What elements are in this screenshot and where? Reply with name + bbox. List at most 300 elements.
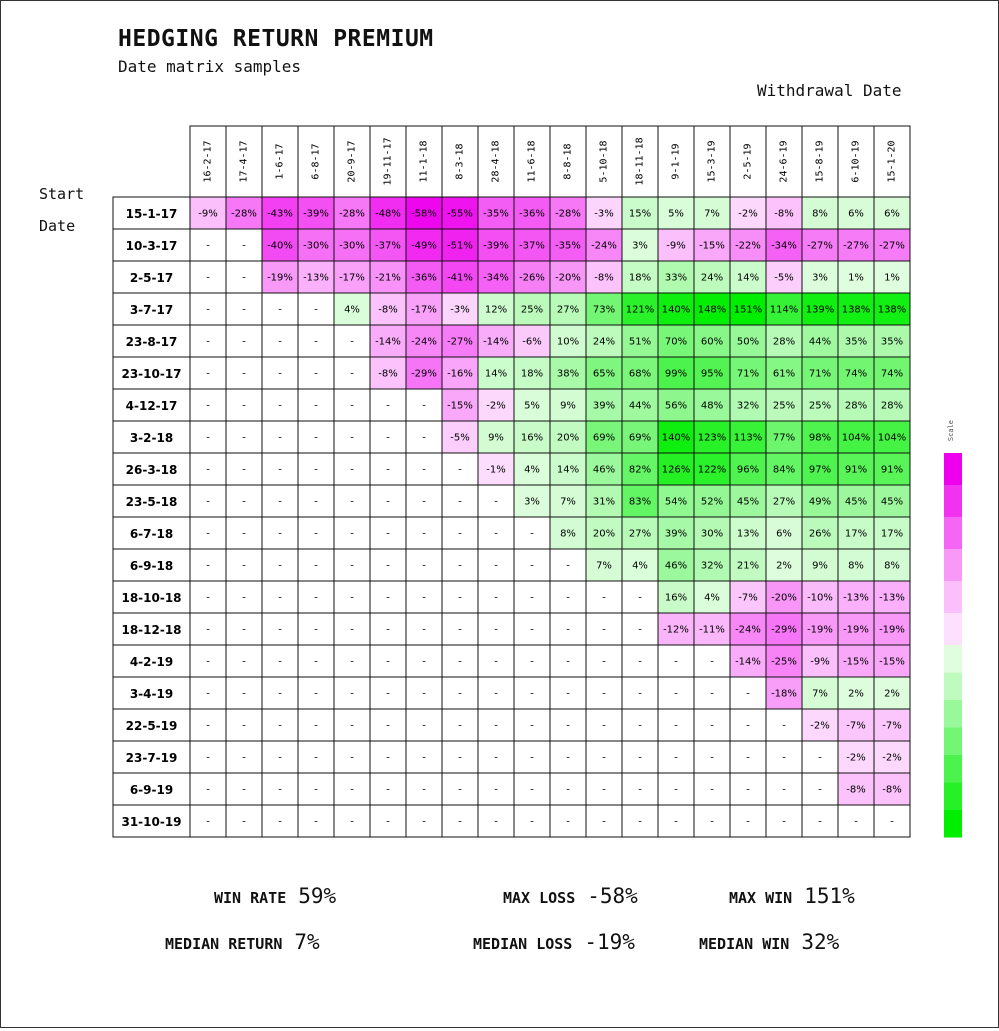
- cell-value: 5%: [668, 208, 684, 220]
- cell-value: -20%: [555, 272, 581, 284]
- cell-value: -: [602, 592, 606, 604]
- cell-value: -: [458, 560, 462, 572]
- row-label: 22-5-19: [125, 719, 178, 733]
- cell-value: -: [314, 688, 318, 700]
- cell-value: -14%: [375, 336, 401, 348]
- cell-value: -8%: [594, 272, 614, 284]
- cell-value: -: [206, 368, 210, 380]
- cell-value: 28%: [844, 400, 868, 412]
- cell-value: -: [602, 720, 606, 732]
- stat-max-loss-value: -58%: [587, 884, 638, 908]
- cell-value: -: [422, 720, 426, 732]
- cell-value: -: [206, 592, 210, 604]
- cell-value: -: [674, 720, 678, 732]
- cell-value: -2%: [882, 752, 902, 764]
- cell-value: -22%: [735, 240, 761, 252]
- row-label: 3-7-17: [129, 303, 174, 317]
- cell-value: 56%: [664, 400, 688, 412]
- cell-value: -: [422, 752, 426, 764]
- cell-value: -: [422, 688, 426, 700]
- cell-value: 113%: [733, 432, 763, 444]
- cell-value: -: [638, 784, 642, 796]
- cell-value: -: [566, 720, 570, 732]
- cell-value: 30%: [700, 528, 724, 540]
- cell-value: -: [530, 560, 534, 572]
- cell-value: -: [746, 816, 750, 828]
- cell-value: -: [314, 304, 318, 316]
- cell-value: -: [422, 624, 426, 636]
- cell-value: -: [422, 816, 426, 828]
- cell-value: -: [206, 784, 210, 796]
- cell-value: 44%: [628, 400, 652, 412]
- cell-value: -9%: [666, 240, 686, 252]
- stat-max-loss-label: MAX LOSS: [503, 889, 576, 907]
- cell-value: -: [278, 496, 282, 508]
- cell-value: -: [314, 368, 318, 380]
- cell-value: -: [350, 496, 354, 508]
- column-label: 6-10-19: [850, 140, 862, 183]
- cell-value: -: [314, 656, 318, 668]
- column-label: 1-6-17: [274, 143, 286, 180]
- cell-value: -: [242, 688, 246, 700]
- cell-value: -: [782, 752, 786, 764]
- cell-value: -24%: [735, 624, 761, 636]
- cell-value: -: [242, 464, 246, 476]
- cell-value: -: [458, 688, 462, 700]
- cell-value: 24%: [700, 272, 724, 284]
- cell-value: 8%: [884, 560, 900, 572]
- cell-value: -14%: [735, 656, 761, 668]
- cell-value: -: [350, 688, 354, 700]
- cell-value: -: [314, 560, 318, 572]
- cell-value: -: [458, 656, 462, 668]
- cell-value: -36%: [411, 272, 437, 284]
- cell-value: -: [674, 816, 678, 828]
- cell-value: -: [422, 784, 426, 796]
- scale-swatch-positive: [944, 673, 962, 701]
- scale-swatch-negative: [944, 549, 962, 581]
- row-label: 26-3-18: [125, 463, 178, 477]
- cell-value: -: [422, 656, 426, 668]
- stat-median-loss: [473, 930, 635, 954]
- column-label: 15-3-19: [706, 140, 718, 183]
- cell-value: 97%: [808, 464, 832, 476]
- cell-value: -15%: [447, 400, 473, 412]
- cell-value: -: [242, 752, 246, 764]
- cell-value: -: [350, 528, 354, 540]
- chart-title: HEDGING RETURN PREMIUM: [118, 26, 434, 52]
- stat-median-loss-value: -19%: [584, 930, 635, 954]
- cell-value: 12%: [484, 304, 508, 316]
- cell-value: -28%: [555, 208, 581, 220]
- cell-value: -15%: [843, 656, 869, 668]
- cell-value: 25%: [808, 400, 832, 412]
- cell-value: 138%: [877, 304, 907, 316]
- cell-value: 121%: [625, 304, 655, 316]
- cell-value: -: [530, 624, 534, 636]
- cell-value: -13%: [303, 272, 329, 284]
- cell-value: -58%: [411, 208, 437, 220]
- cell-value: 104%: [877, 432, 907, 444]
- cell-value: 91%: [880, 464, 904, 476]
- cell-value: -: [206, 432, 210, 444]
- cell-value: -: [314, 496, 318, 508]
- cell-value: 7%: [812, 688, 828, 700]
- cell-value: -: [206, 464, 210, 476]
- x-axis-title: Withdrawal Date: [757, 81, 902, 100]
- cell-value: -: [494, 784, 498, 796]
- cell-value: -: [206, 656, 210, 668]
- cell-value: -: [818, 752, 822, 764]
- cell-value: -: [278, 304, 282, 316]
- cell-value: -29%: [771, 624, 797, 636]
- cell-value: 7%: [596, 560, 612, 572]
- cell-value: -: [242, 240, 246, 252]
- cell-value: -: [710, 720, 714, 732]
- cell-value: 4%: [344, 304, 360, 316]
- cell-value: -: [494, 720, 498, 732]
- cell-value: -: [314, 464, 318, 476]
- column-label: 11-1-18: [418, 140, 430, 183]
- cell-value: -: [386, 720, 390, 732]
- cell-value: 48%: [700, 400, 724, 412]
- cell-value: -: [494, 688, 498, 700]
- cell-value: 84%: [772, 464, 796, 476]
- cell-value: -: [602, 624, 606, 636]
- cell-value: -: [458, 624, 462, 636]
- cell-value: -24%: [411, 336, 437, 348]
- cell-value: -: [566, 624, 570, 636]
- cell-value: 21%: [736, 560, 760, 572]
- cell-value: 122%: [697, 464, 727, 476]
- scale-swatch-negative: [944, 613, 962, 645]
- cell-value: -: [638, 752, 642, 764]
- cell-value: -: [710, 784, 714, 796]
- cell-value: -: [566, 560, 570, 572]
- row-label: 23-5-18: [125, 495, 178, 509]
- cell-value: 26%: [808, 528, 832, 540]
- cell-value: 3%: [524, 496, 540, 508]
- cell-value: -: [566, 592, 570, 604]
- cell-value: -: [242, 432, 246, 444]
- stat-max-win: [729, 884, 855, 908]
- cell-value: -: [494, 560, 498, 572]
- cell-value: -: [458, 720, 462, 732]
- cell-value: -: [530, 816, 534, 828]
- cell-value: 2%: [776, 560, 792, 572]
- cell-value: -: [674, 784, 678, 796]
- column-label: 5-10-18: [598, 140, 610, 183]
- cell-value: -2%: [810, 720, 830, 732]
- cell-value: 45%: [880, 496, 904, 508]
- cell-value: -29%: [411, 368, 437, 380]
- cell-value: -: [206, 496, 210, 508]
- cell-value: 4%: [704, 592, 720, 604]
- cell-value: 69%: [592, 432, 616, 444]
- stat-median-return-value: 7%: [294, 930, 320, 954]
- cell-value: -: [422, 464, 426, 476]
- stat-win-rate-label: WIN RATE: [214, 889, 287, 907]
- cell-value: 4%: [632, 560, 648, 572]
- cell-value: -: [350, 400, 354, 412]
- cell-value: -40%: [267, 240, 293, 252]
- cell-value: 20%: [592, 528, 616, 540]
- column-label: 8-3-18: [454, 143, 466, 180]
- cell-value: 8%: [812, 208, 828, 220]
- cell-value: -: [530, 720, 534, 732]
- cell-value: 28%: [772, 336, 796, 348]
- cell-value: -: [494, 656, 498, 668]
- cell-value: 70%: [664, 336, 688, 348]
- cell-value: -: [458, 784, 462, 796]
- cell-value: -: [278, 720, 282, 732]
- cell-value: -36%: [519, 208, 545, 220]
- cell-value: -: [602, 656, 606, 668]
- cell-value: -: [314, 400, 318, 412]
- cell-value: -: [278, 432, 282, 444]
- scale-swatch-negative: [944, 453, 962, 485]
- cell-value: 60%: [700, 336, 724, 348]
- cell-value: -: [674, 752, 678, 764]
- cell-value: -13%: [843, 592, 869, 604]
- row-label: 10-3-17: [125, 239, 178, 253]
- cell-value: -: [674, 656, 678, 668]
- cell-value: -18%: [771, 688, 797, 700]
- cell-value: -: [314, 816, 318, 828]
- cell-value: -: [458, 528, 462, 540]
- cell-value: -: [278, 528, 282, 540]
- cell-value: -: [278, 784, 282, 796]
- cell-value: 138%: [841, 304, 871, 316]
- cell-value: 3%: [632, 240, 648, 252]
- cell-value: -: [206, 560, 210, 572]
- cell-value: 73%: [592, 304, 616, 316]
- cell-value: 18%: [520, 368, 544, 380]
- cell-value: 77%: [772, 432, 796, 444]
- scale-swatch-positive: [944, 645, 962, 673]
- cell-value: 151%: [733, 304, 763, 316]
- scale-swatch-positive: [944, 700, 962, 728]
- cell-value: -: [566, 784, 570, 796]
- row-label: 18-12-18: [121, 623, 182, 637]
- stat-max-loss: [503, 884, 638, 908]
- cell-value: -: [458, 464, 462, 476]
- cell-value: -: [206, 304, 210, 316]
- cell-value: -: [566, 816, 570, 828]
- cell-value: 14%: [736, 272, 760, 284]
- scale-swatch-positive: [944, 783, 962, 811]
- cell-value: -24%: [591, 240, 617, 252]
- cell-value: -: [206, 752, 210, 764]
- cell-value: 82%: [628, 464, 652, 476]
- cell-value: 104%: [841, 432, 871, 444]
- cell-value: 51%: [628, 336, 652, 348]
- cell-value: -8%: [378, 368, 398, 380]
- cell-value: 8%: [560, 528, 576, 540]
- cell-value: 44%: [808, 336, 832, 348]
- cell-value: -: [422, 496, 426, 508]
- cell-value: -: [242, 784, 246, 796]
- cell-value: -: [278, 464, 282, 476]
- cell-value: -: [638, 624, 642, 636]
- cell-value: -19%: [843, 624, 869, 636]
- cell-value: -8%: [378, 304, 398, 316]
- cell-value: -: [710, 688, 714, 700]
- cell-value: -: [242, 816, 246, 828]
- cell-value: 35%: [844, 336, 868, 348]
- row-label: 23-8-17: [125, 335, 178, 349]
- cell-value: -: [710, 656, 714, 668]
- column-label: 15-1-20: [886, 140, 898, 183]
- column-label: 18-11-18: [634, 137, 646, 186]
- cell-value: -: [242, 272, 246, 284]
- cell-value: 17%: [880, 528, 904, 540]
- cell-value: 9%: [560, 400, 576, 412]
- cell-value: -16%: [447, 368, 473, 380]
- cell-value: 68%: [628, 368, 652, 380]
- cell-value: -: [350, 592, 354, 604]
- cell-value: -: [566, 752, 570, 764]
- cell-value: 10%: [556, 336, 580, 348]
- column-label: 24-6-19: [778, 140, 790, 183]
- cell-value: -34%: [771, 240, 797, 252]
- cell-value: 96%: [736, 464, 760, 476]
- column-label: 11-6-18: [526, 140, 538, 183]
- cell-value: -: [350, 656, 354, 668]
- column-label: 15-8-19: [814, 140, 826, 183]
- cell-value: 45%: [736, 496, 760, 508]
- cell-value: -28%: [231, 208, 257, 220]
- cell-value: -: [278, 752, 282, 764]
- cell-value: -1%: [486, 464, 506, 476]
- cell-value: 1%: [884, 272, 900, 284]
- cell-value: -: [458, 592, 462, 604]
- cell-value: -: [386, 656, 390, 668]
- cell-value: -: [206, 272, 210, 284]
- cell-value: -: [530, 784, 534, 796]
- cell-value: -: [206, 720, 210, 732]
- stat-win-rate-value: 59%: [298, 884, 337, 908]
- cell-value: 71%: [736, 368, 760, 380]
- scale-swatch-negative: [944, 517, 962, 549]
- cell-value: -2%: [846, 752, 866, 764]
- cell-value: -: [422, 592, 426, 604]
- scale-swatch-positive: [944, 810, 962, 838]
- cell-value: 38%: [556, 368, 580, 380]
- cell-value: 46%: [592, 464, 616, 476]
- cell-value: -12%: [663, 624, 689, 636]
- cell-value: -: [710, 816, 714, 828]
- cell-value: 83%: [628, 496, 652, 508]
- cell-value: -: [386, 592, 390, 604]
- cell-value: 8%: [848, 560, 864, 572]
- row-label: 15-1-17: [125, 207, 178, 221]
- cell-value: 123%: [697, 432, 727, 444]
- cell-value: 126%: [661, 464, 691, 476]
- cell-value: 9%: [488, 432, 504, 444]
- cell-value: 20%: [556, 432, 580, 444]
- cell-value: -: [206, 336, 210, 348]
- cell-value: -: [350, 720, 354, 732]
- cell-value: 71%: [808, 368, 832, 380]
- summary-stats: [0, 880, 999, 970]
- cell-value: -: [386, 624, 390, 636]
- cell-value: 74%: [844, 368, 868, 380]
- cell-value: -28%: [339, 208, 365, 220]
- cell-value: -: [242, 720, 246, 732]
- cell-value: -: [746, 720, 750, 732]
- cell-value: -: [890, 816, 894, 828]
- cell-value: 35%: [880, 336, 904, 348]
- cell-value: 3%: [812, 272, 828, 284]
- column-label: 16-2-17: [202, 140, 214, 183]
- row-label: 31-10-19: [121, 815, 182, 829]
- stat-median-loss-label: MEDIAN LOSS: [473, 935, 573, 953]
- cell-value: 61%: [772, 368, 796, 380]
- cell-value: -: [494, 816, 498, 828]
- scale-swatch-negative: [944, 485, 962, 517]
- cell-value: 32%: [736, 400, 760, 412]
- cell-value: -: [494, 496, 498, 508]
- cell-value: 45%: [844, 496, 868, 508]
- row-label: 6-9-18: [129, 559, 174, 573]
- row-label: 6-7-18: [129, 527, 174, 541]
- cell-value: 13%: [736, 528, 760, 540]
- cell-value: 27%: [556, 304, 580, 316]
- cell-value: 6%: [884, 208, 900, 220]
- cell-value: -: [638, 656, 642, 668]
- cell-value: -: [458, 816, 462, 828]
- cell-value: -55%: [447, 208, 473, 220]
- cell-value: -35%: [555, 240, 581, 252]
- cell-value: -: [242, 528, 246, 540]
- cell-value: -: [314, 720, 318, 732]
- column-label: 20-9-17: [346, 140, 358, 183]
- row-label: 4-12-17: [125, 399, 178, 413]
- column-label: 6-8-17: [310, 143, 322, 180]
- cell-value: 18%: [628, 272, 652, 284]
- cell-value: 50%: [736, 336, 760, 348]
- cell-value: -: [386, 752, 390, 764]
- cell-value: -: [278, 816, 282, 828]
- column-label: 2-5-19: [742, 143, 754, 180]
- cell-value: -: [674, 688, 678, 700]
- cell-value: -39%: [483, 240, 509, 252]
- cell-value: 74%: [880, 368, 904, 380]
- cell-value: 140%: [661, 432, 691, 444]
- cell-value: -: [638, 816, 642, 828]
- cell-value: 98%: [808, 432, 832, 444]
- cell-value: -: [206, 816, 210, 828]
- cell-value: -: [386, 432, 390, 444]
- cell-value: -: [386, 400, 390, 412]
- cell-value: -: [278, 624, 282, 636]
- cell-value: -: [350, 336, 354, 348]
- cell-value: -3%: [594, 208, 614, 220]
- cell-value: 91%: [844, 464, 868, 476]
- cell-value: -: [206, 240, 210, 252]
- cell-value: -: [350, 464, 354, 476]
- column-label: 8-8-18: [562, 143, 574, 180]
- cell-value: -: [242, 560, 246, 572]
- cell-value: 5%: [524, 400, 540, 412]
- cell-value: 15%: [628, 208, 652, 220]
- cell-value: -35%: [483, 208, 509, 220]
- cell-value: 24%: [592, 336, 616, 348]
- cell-value: -5%: [774, 272, 794, 284]
- cell-value: -37%: [519, 240, 545, 252]
- cell-value: 6%: [848, 208, 864, 220]
